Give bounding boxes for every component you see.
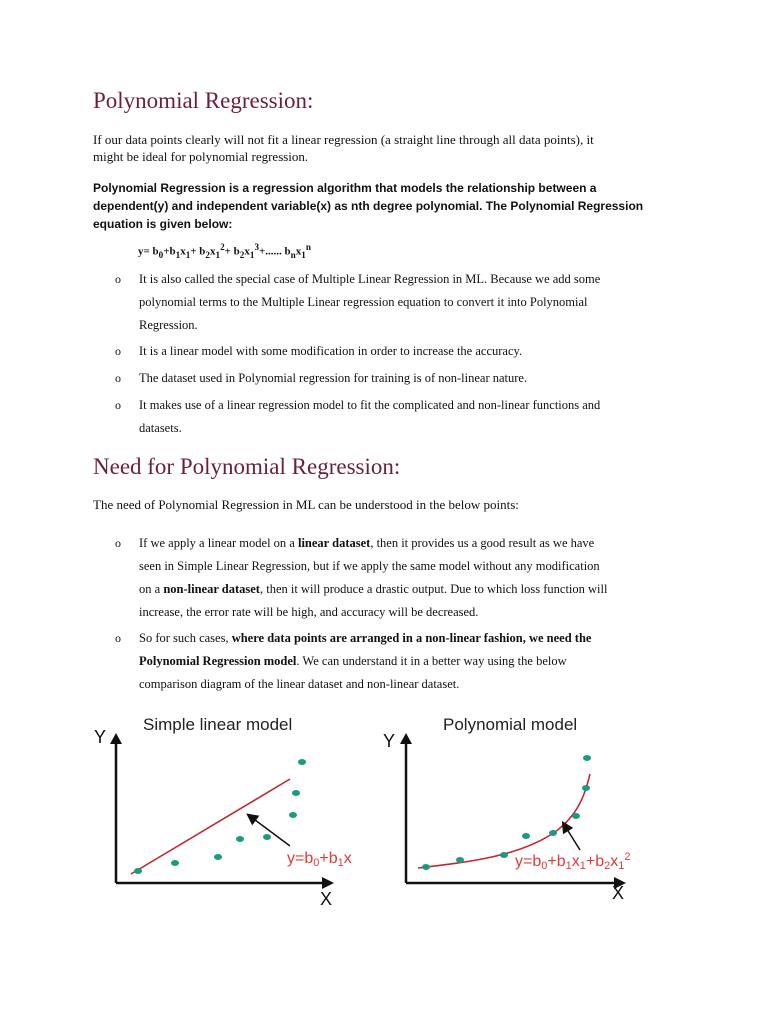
left-pointer-arrow-icon <box>251 817 290 846</box>
linear-equation-label: y=b0+b1x <box>287 850 352 869</box>
data-point <box>236 836 244 842</box>
section-heading-polynomial-regression: Polynomial Regression: <box>93 88 314 113</box>
bullet-marker: o <box>115 272 121 286</box>
data-point <box>422 864 430 870</box>
left-y-axis-label: Y <box>94 727 107 747</box>
data-point <box>263 834 271 840</box>
polynomial-equation-label: $y=b0+b1x1+b2x1^2$ <box>515 851 631 872</box>
right-y-arrow-icon <box>400 733 412 744</box>
right-figure-title: Polynomial model <box>443 715 578 734</box>
left-chart <box>94 727 352 909</box>
bullet-line: So for such cases, where data points are arranged in a non-linear fashion, we need the <box>139 631 592 645</box>
bullet-line: It makes use of a linear regression model to fit the complicated and non-linear functions and <box>139 398 601 412</box>
data-point <box>582 785 590 791</box>
bullet-line: The dataset used in Polynomial regression for training is of non-linear nature. <box>139 371 528 385</box>
bullet-marker: o <box>115 631 121 645</box>
data-point <box>292 790 300 796</box>
intro-line-1: If our data points clearly will not fit a linear regression (a straight line through all data points), it <box>93 132 594 147</box>
data-point <box>583 755 591 761</box>
right-chart <box>383 731 631 903</box>
left-regression-line <box>131 779 290 874</box>
intro-line-2: might be ideal for polynomial regression. <box>93 149 309 164</box>
bullet-line: If we apply a linear model on a linear dataset, then it provides us a good result as we have <box>139 536 595 550</box>
data-point <box>289 812 297 818</box>
data-point <box>572 813 580 819</box>
bullet-line: Polynomial Regression model. We can understand it in a better way using the below <box>139 654 567 668</box>
data-point <box>214 854 222 860</box>
bullet-line: It is a linear model with some modification in order to increase the accuracy. <box>139 344 523 358</box>
bullet-marker: o <box>115 344 121 358</box>
data-point <box>500 852 508 858</box>
right-x-axis-label: X <box>612 883 625 903</box>
data-point <box>171 860 179 866</box>
bullet-line: seen in Simple Linear Regression, but if we apply the same model without any modification <box>139 559 600 573</box>
left-x-arrow-icon <box>322 877 334 889</box>
bullet-line: polynomial terms to the Multiple Linear regression equation to convert it into Polynomial <box>139 295 588 309</box>
data-point <box>549 830 557 836</box>
bullet-marker: o <box>115 371 121 385</box>
definition-line-3: equation is given below: <box>93 217 233 231</box>
bullet-line: on a non-linear dataset, then it will produce a drastic output. Due to which loss function will <box>139 582 608 596</box>
bullet-marker: o <box>115 536 121 550</box>
bullet-line: comparison diagram of the linear dataset and non-linear dataset. <box>139 677 460 691</box>
definition-line-2: dependent(y) and independent variable(x) as nth degree polynomial. The Polynomial Regression <box>93 199 644 213</box>
bullet-line: datasets. <box>139 421 182 435</box>
bullet-marker: o <box>115 398 121 412</box>
bullet-line: It is also called the special case of Multiple Linear Regression in ML. Because we add some <box>139 272 601 286</box>
data-point <box>134 868 142 874</box>
bullet-line: increase, the error rate will be high, and accuracy will be decreased. <box>139 605 479 619</box>
data-point <box>456 857 464 863</box>
need-intro: The need of Polynomial Regression in ML can be understood in the below points: <box>93 497 519 512</box>
definition-line-1: Polynomial Regression is a regression algorithm that models the relationship between a <box>93 181 597 195</box>
data-point <box>298 759 306 765</box>
right-y-axis-label: Y <box>383 731 396 751</box>
polynomial-equation: $y= b_0+b_1x_1+ b_2x_1^2+ b_2x_1^3+$...... $b_nx_1^n$ <box>138 242 311 260</box>
left-x-axis-label: X <box>320 889 333 909</box>
bullet-line: Regression. <box>139 318 198 332</box>
left-figure-title: Simple linear model <box>143 715 293 734</box>
section-heading-need-for-polynomial: Need for Polynomial Regression: <box>93 454 401 479</box>
data-point <box>522 833 530 839</box>
right-pointer-arrow-icon <box>565 826 580 850</box>
left-y-arrow-icon <box>110 733 122 744</box>
